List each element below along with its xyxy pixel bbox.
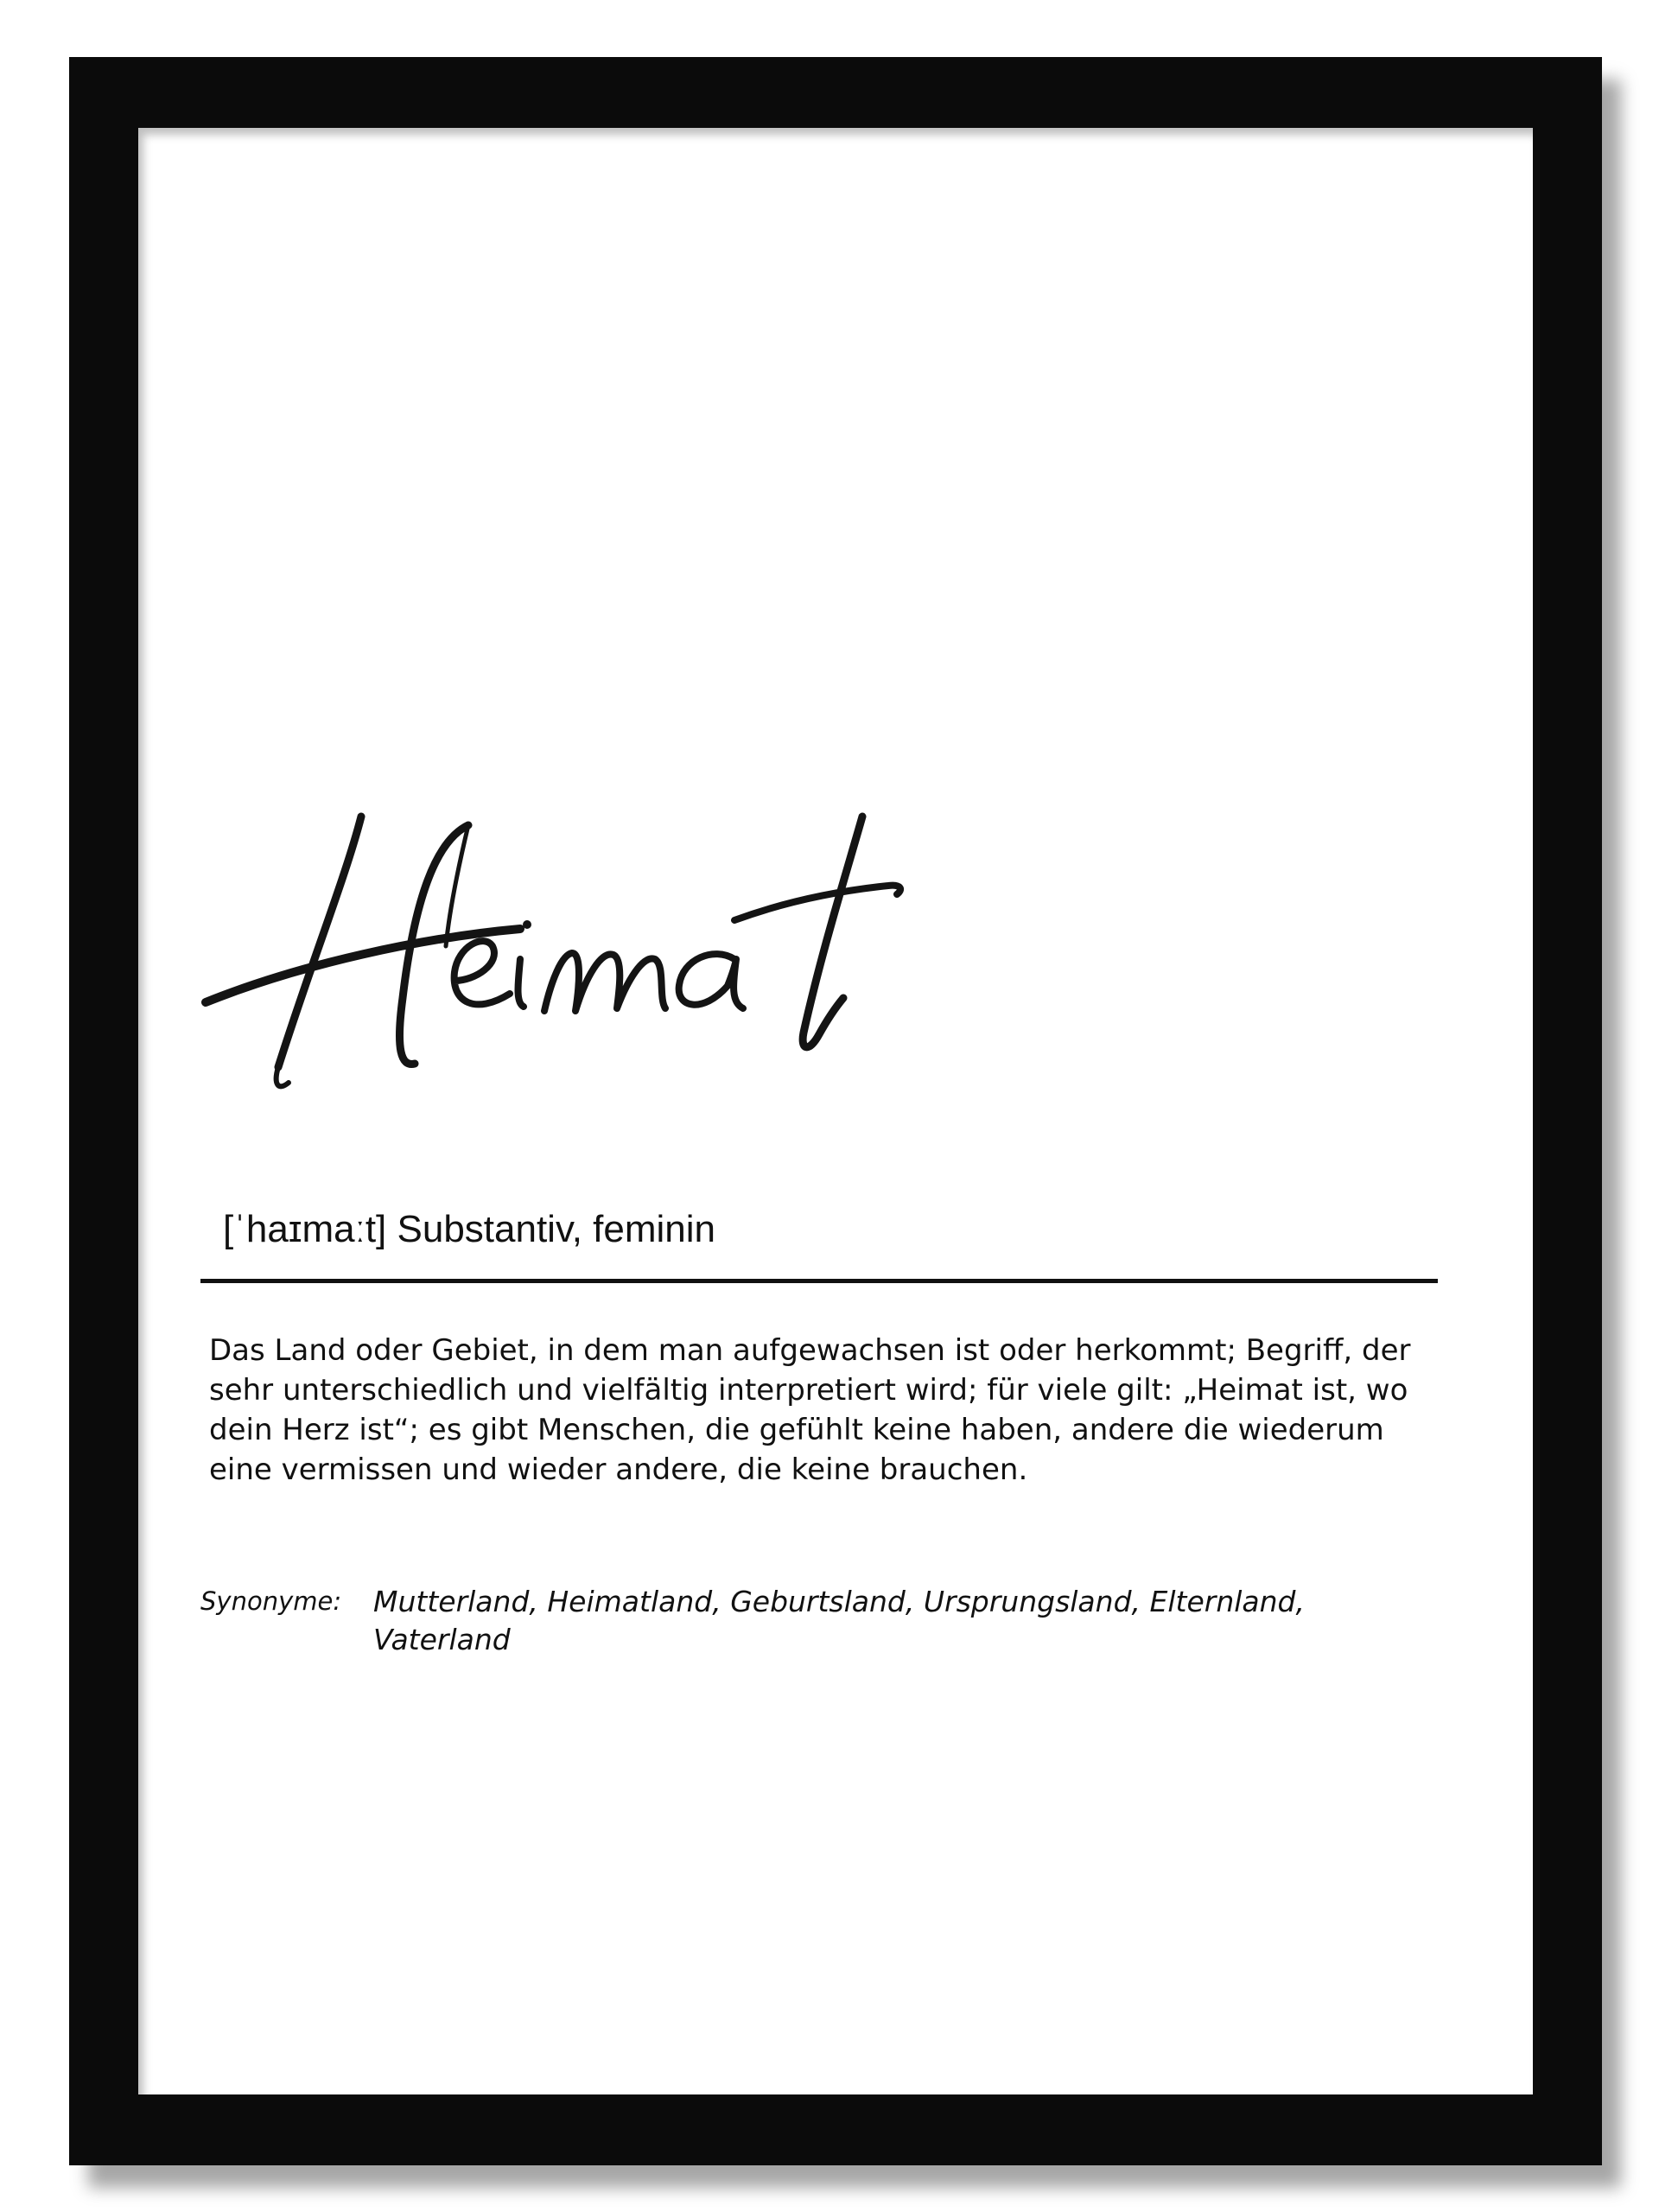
pronunciation-and-word-class: [ˈhaɪmaːt] Substantiv, feminin <box>223 1208 715 1250</box>
synonyms-label: Synonyme: <box>200 1586 342 1616</box>
synonyms-list: Mutterland, Heimatland, Geburtsland, Ursprungsland, Elternland, Vaterland <box>373 1585 1305 1656</box>
definition-text: Das Land oder Gebiet, in dem man aufgewachsen ist oder herkommt; Begriff, der sehr unterschiedlich und vielfältig interpretiert wird; für viele gilt: „Heimat ist, wo dein Herz ist“; es gibt Menschen, die gefühlt keine haben, andere die wiederum eine vermissen und wieder andere, die keine brauchen. <box>209 1333 1411 1487</box>
divider-line <box>200 1279 1438 1283</box>
headword-script-image <box>199 808 1028 1119</box>
